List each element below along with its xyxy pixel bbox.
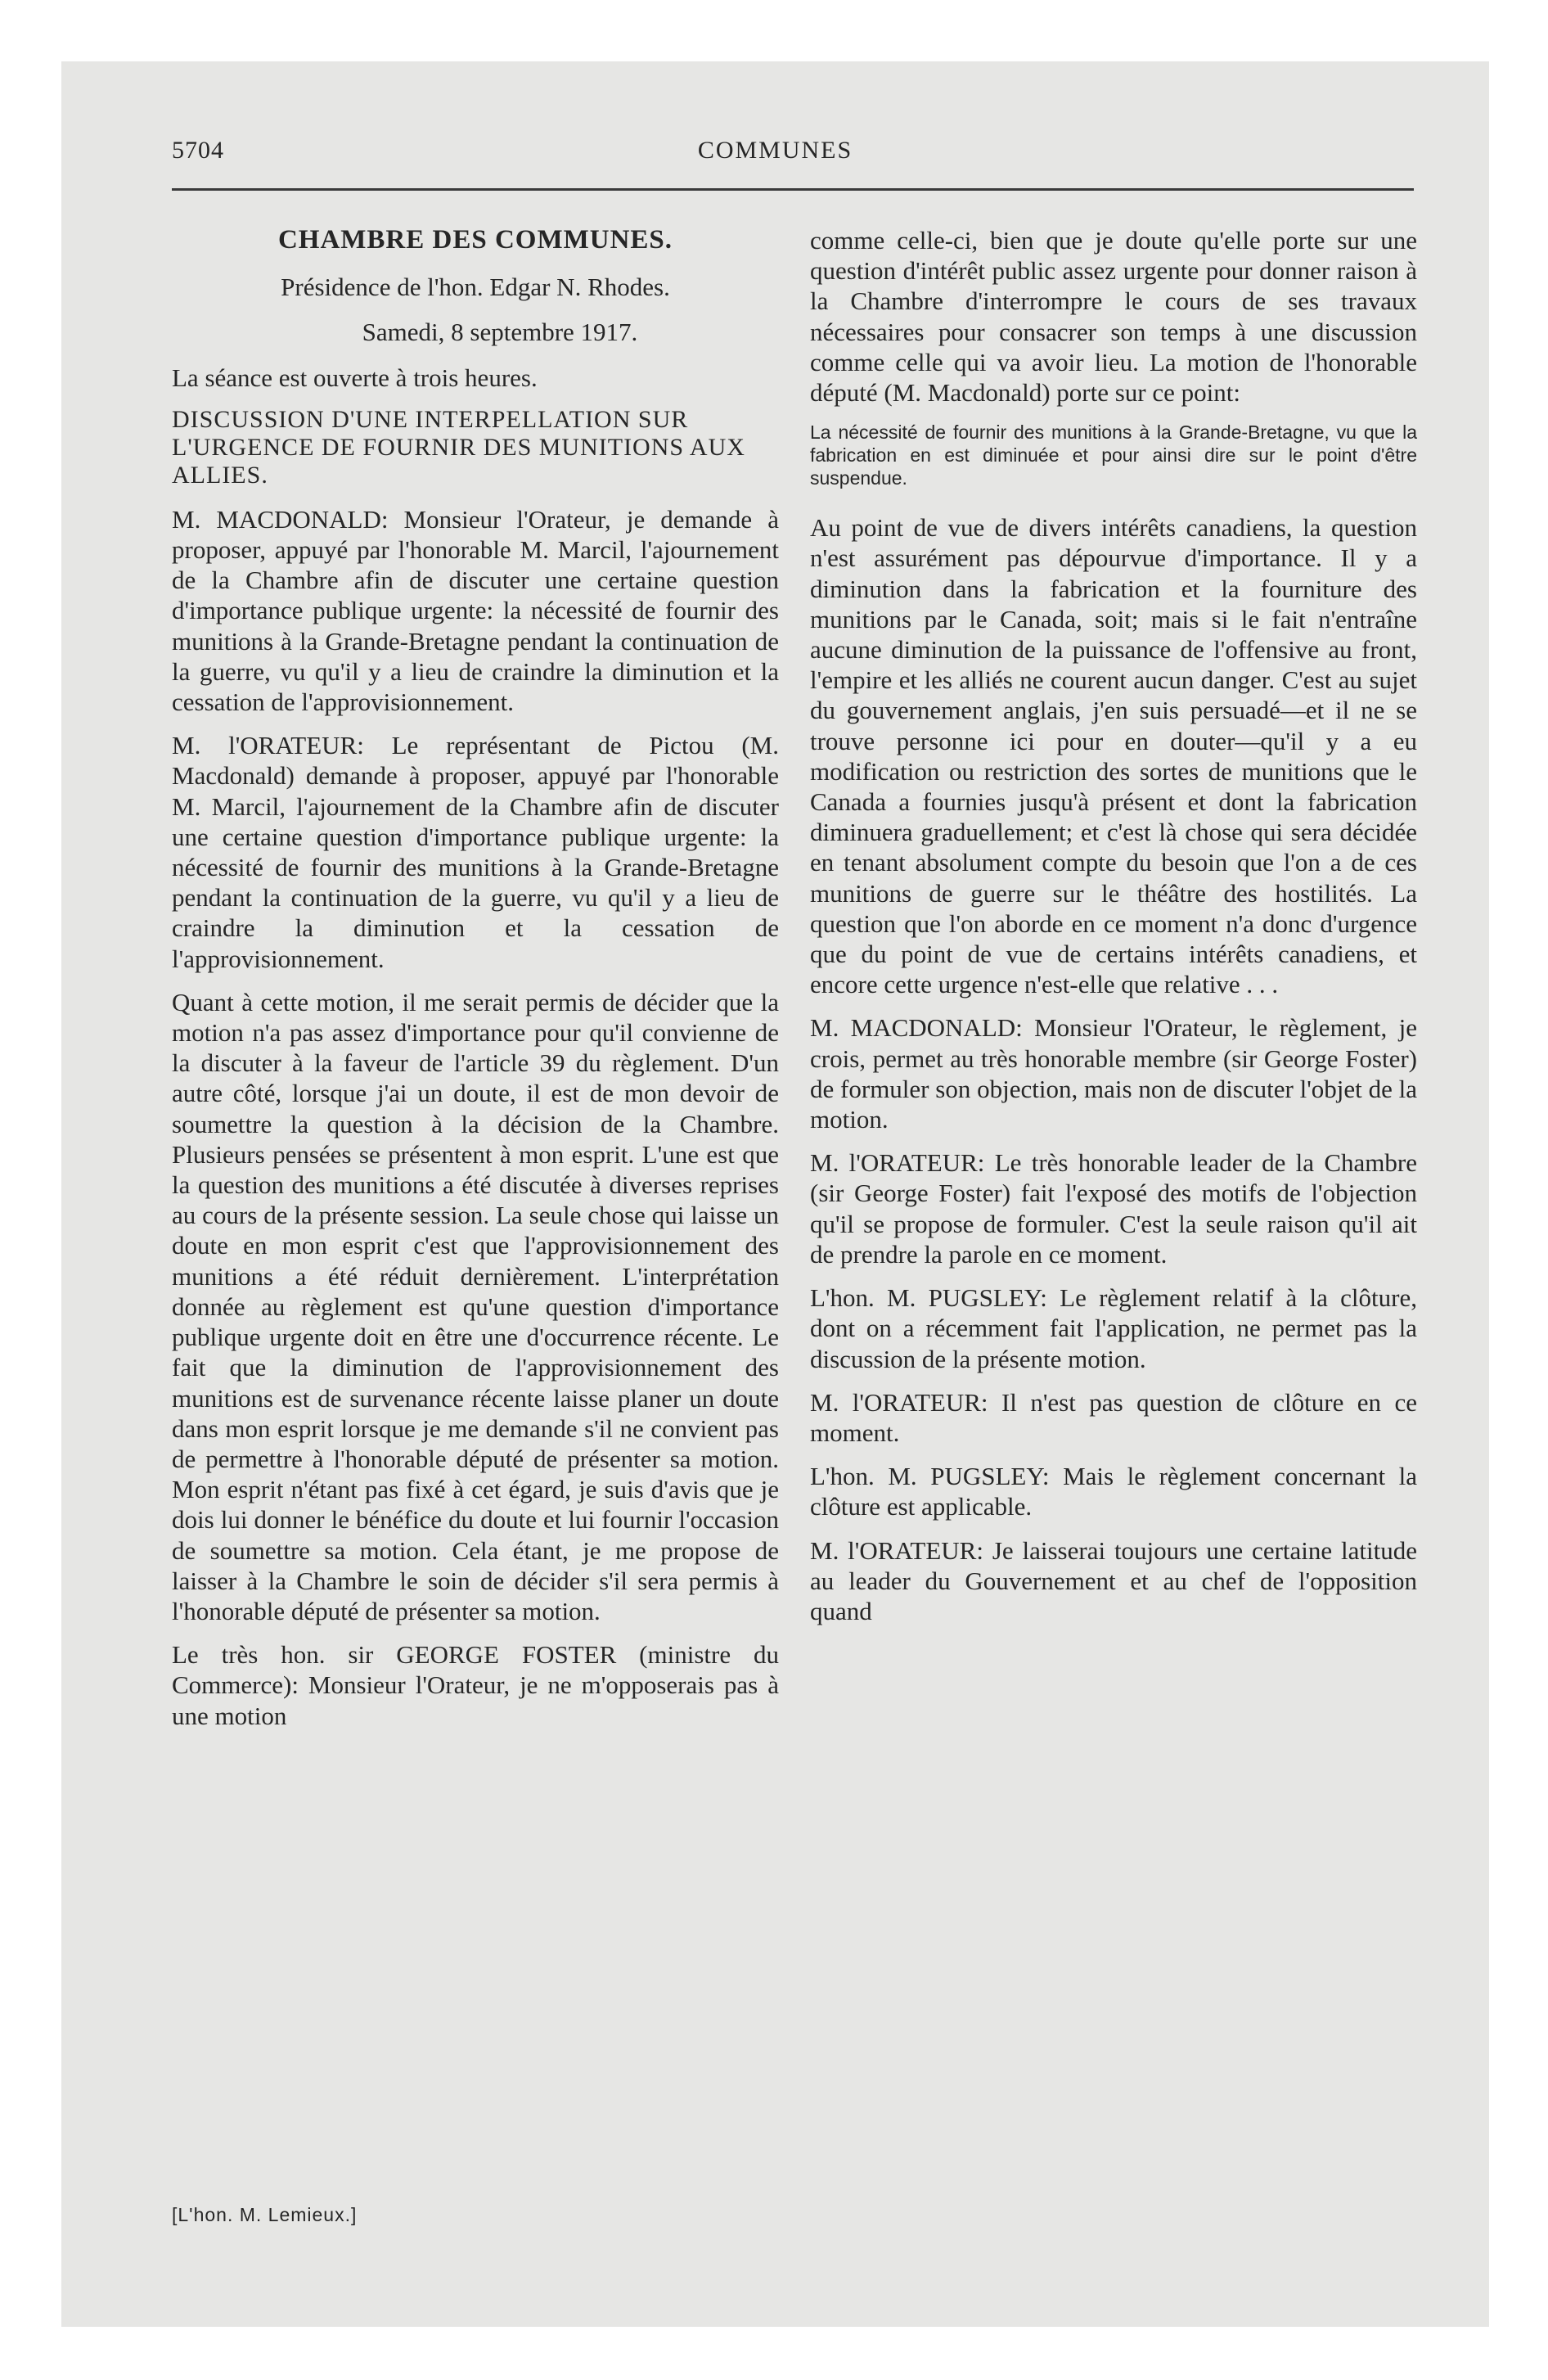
chamber-title: CHAMBRE DES COMMUNES. xyxy=(277,225,673,255)
page-number: 5704 xyxy=(172,137,224,164)
paragraph-pugsley-applicable: L'hon. M. PUGSLEY: Mais le règlement concernant la clôture est applicable. xyxy=(810,1462,1417,1521)
paragraph-orateur-restatement: M. l'ORATEUR: Le représentant de Pictou (M. Macdonald) demande à proposer, appuyé par l'honorable M. Marcil, l'ajournement de la Chambre afin de discuter une certaine question d'importance publique urgente: la nécessité de fournir des munitions à la Grande-Bretagne pendant la continuation de la guerre, vu qu'il y a lieu de craindre la diminution et la cessation de l'approvisionnement. xyxy=(172,731,779,973)
header-rule xyxy=(172,188,1414,191)
scanned-page xyxy=(61,61,1489,2327)
left-column xyxy=(172,225,779,1744)
paragraph-macdonald-motion: M. MACDONALD: Monsieur l'Orateur, je demande à proposer, appuyé par l'honorable M. Marcil, l'ajournement de la Chambre afin de discuter une certaine question d'importance publique urgente: la nécessité de fournir des munitions à la Grande-Bretagne pendant la continuation de la guerre, vu qu'il y a lieu de craindre la diminution et la cessation de l'approvisionnement. xyxy=(172,504,779,717)
discussion-heading: DISCUSSION D'UNE INTERPELLATION SUR L'URGENCE DE FOURNIR DES MUNITIONS AUX ALLIES. xyxy=(172,405,745,489)
paragraph-orateur-reply: M. l'ORATEUR: Le très honorable leader de la Chambre (sir George Foster) fait l'exposé des motifs de l'objection qu'il se propose de formuler. C'est la seule raison qu'il ait de prendre la parole en ce moment. xyxy=(810,1148,1417,1269)
paragraph-foster-continued: comme celle-ci, bien que je doute qu'elle porte sur une question d'intérêt public assez urgente pour donner raison à la Chambre d'interrompre le cours de ses travaux nécessaires pour consacrer son temps à une discussion comme celle qui va avoir lieu. La motion de l'honorable député (M. Macdonald) porte sur ce point: xyxy=(810,226,1417,408)
running-title: COMMUNES xyxy=(697,137,853,164)
paragraph-orateur-cloture: M. l'ORATEUR: Il n'est pas question de clôture en ce moment. xyxy=(810,1387,1417,1447)
seance-line: La séance est ouverte à trois heures. xyxy=(172,363,538,392)
paragraph-pugsley-cloture: L'hon. M. PUGSLEY: Le règlement relatif à la clôture, dont on a récemment fait l'application, ne permet pas la discussion de la présente motion. xyxy=(810,1283,1417,1373)
paragraph-orateur-latitude: M. l'ORATEUR: Je laisserai toujours une certaine latitude au leader du Gouvernement et au chef de l'opposition quand xyxy=(810,1535,1417,1625)
presidence-line: Présidence de l'hon. Edgar N. Rhodes. xyxy=(281,273,670,302)
sitting-date: Samedi, 8 septembre 1917. xyxy=(362,318,638,347)
footer-note: [L'hon. M. Lemieux.] xyxy=(172,2204,358,2225)
motion-quote: La nécessité de fournir des munitions à la Grande-Bretagne, vu que la fabrication en est diminuée et pour ainsi dire sur le point d'être suspendue. xyxy=(810,421,1417,489)
paragraph-orateur-ruling: Quant à cette motion, il me serait permis de décider que la motion n'a pas assez d'importance pour qu'il convienne de la discuter à la faveur de l'article 39 du règlement. D'un autre côté, lorsque j'ai un doute, il est de mon devoir de soumettre la question à la décision de la Chambre. Plusieurs pensées se présentent à mon esprit. L'une est que la question des munitions a été discutée à diverses reprises au cours de la présente session. La seule chose qui laisse un doute en mon esprit c'est que l'approvisionnement des munitions a été réduit dernièrement. L'interprétation donnée au règlement est qu'une question d'importance publique urgente doit en être une d'occurrence récente. Le fait que la diminution de l'approvisionnement des munitions est de survenance récente laisse planer un doute dans mon esprit lorsque je me demande s'il ne convient pas de permettre à l'honorable député de présenter sa motion. Mon esprit n'étant pas fixé à cet égard, je suis d'avis que je dois lui donner le bénéfice du doute et lui fournir l'occasion de soumettre sa motion. Cela étant, je me propose de laisser à la Chambre le soin de décider s'il sera permis à l'honorable député de présenter sa motion. xyxy=(172,987,779,1625)
paragraph-foster-start: Le très hon. sir GEORGE FOSTER (ministre du Commerce): Monsieur l'Orateur, je ne m'opposerais pas à une motion xyxy=(172,1640,779,1730)
paragraph-macdonald-objection: M. MACDONALD: Monsieur l'Orateur, le règlement, je crois, permet au très honorable membre (sir George Foster) de formuler son objection, mais non de discuter l'objet de la motion. xyxy=(810,1013,1417,1134)
paragraph-foster-argument: Au point de vue de divers intérêts canadiens, la question n'est assurément pas dépourvue d'importance. Il y a diminution dans la fabrication et la fourniture des munitions par le Canada, soit; mais si le fait n'entraîne aucune diminution de la puissance de l'offensive au front, l'empire et les alliés ne courent aucun danger. C'est au sujet du gouvernement anglais, j'en suis persuadé—et il ne se trouve personne ici pour en douter—qu'il y a eu modification ou restriction des sortes de munitions que le Canada a fournies jusqu'à présent et dont la fabrication diminuera graduellement; et c'est là chose qui sera décidée en tenant absolument compte du besoin que l'on a de ces munitions de guerre sur le théâtre des hostilités. La question que l'on aborde en ce moment n'a donc d'urgence que du point de vue de certains intérêts canadiens, et encore cette urgence n'est-elle que relative . . . xyxy=(810,513,1417,999)
right-column xyxy=(810,225,1417,1639)
